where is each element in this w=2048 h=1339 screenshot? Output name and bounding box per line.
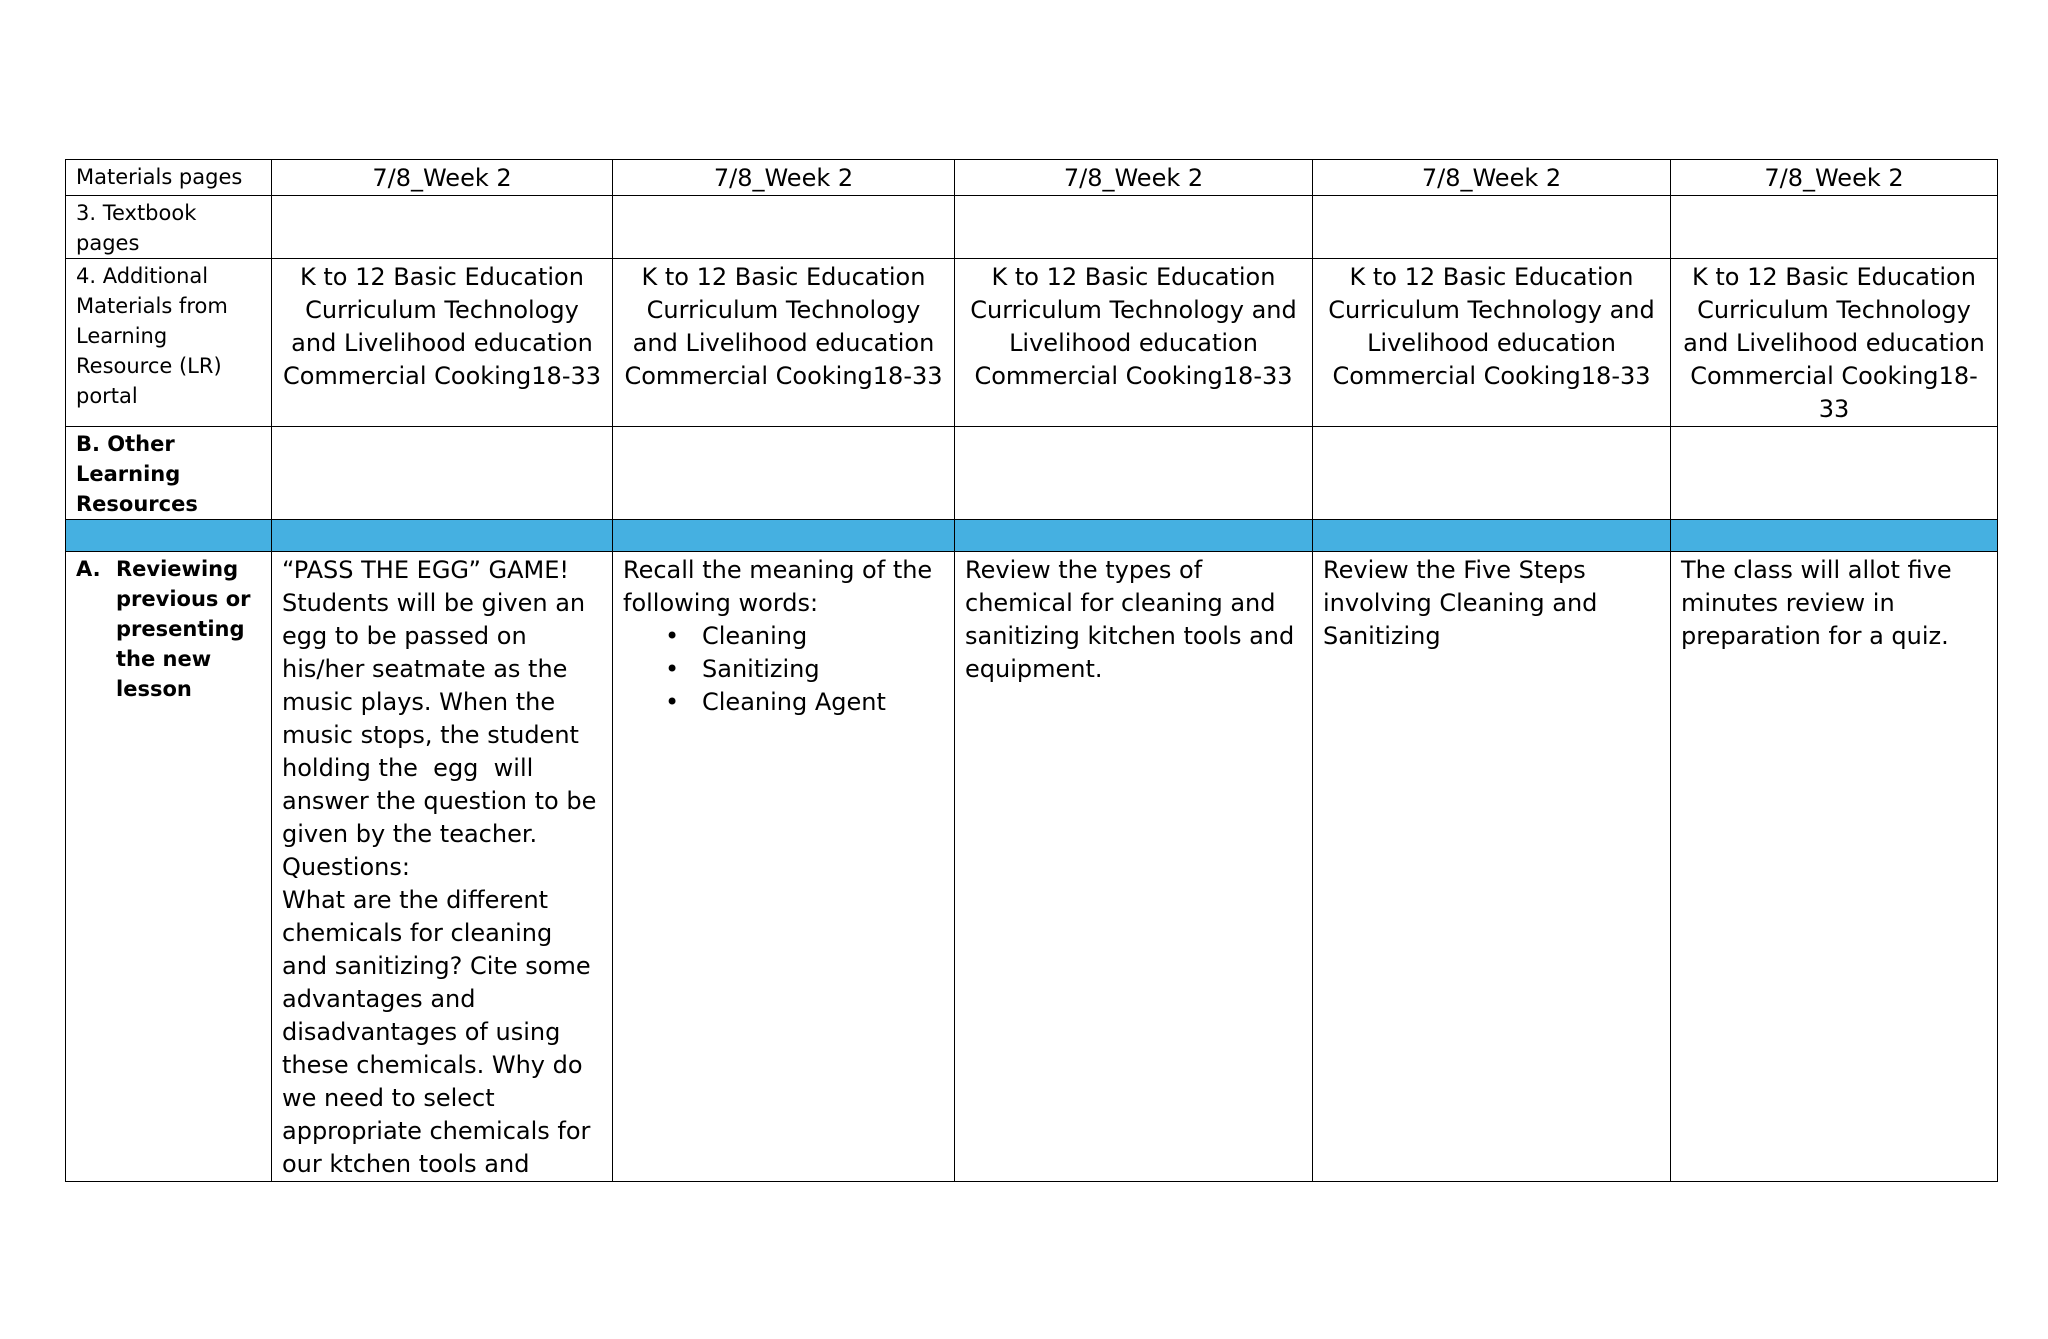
review-cell-day4: Review the Five Steps involving Cleaning and Sanitizing: [1313, 552, 1671, 1182]
other-cell-day3: [955, 427, 1313, 520]
textbook-cell-day5: [1671, 196, 1998, 259]
textbook-cell-day1: [272, 196, 613, 259]
additional-cell-day3: K to 12 Basic Education Curriculum Technology and Livelihood education Commercial Cooking18-33: [955, 259, 1313, 427]
recall-word: Sanitizing: [702, 655, 820, 683]
recall-word-list: [623, 620, 944, 719]
additional-cell-day2: K to 12 Basic Education Curriculum Technology and Livelihood education Commercial Cooking18-33: [613, 259, 955, 427]
materials-cell-day2: 7/8_Week 2: [613, 160, 955, 196]
band-cell: [1313, 520, 1671, 552]
materials-pages-row: [66, 160, 1998, 196]
review-cell-day3: Review the types of chemical for cleaning and sanitizing kitchen tools and equipment.: [955, 552, 1313, 1182]
band-cell: [613, 520, 955, 552]
list-item: [665, 620, 944, 653]
bullet-icon: •: [665, 655, 680, 683]
lesson-plan-table: [65, 159, 1998, 1182]
band-cell: [272, 520, 613, 552]
row-label-textbook: 3. Textbook pages: [66, 196, 272, 259]
textbook-cell-day2: [613, 196, 955, 259]
band-cell: [1671, 520, 1998, 552]
textbook-cell-day4: [1313, 196, 1671, 259]
recall-word: Cleaning Agent: [702, 688, 886, 716]
row-label-additional: 4. Additional Materials from Learning Resource (LR) portal: [66, 259, 272, 427]
materials-cell-day4: 7/8_Week 2: [1313, 160, 1671, 196]
materials-cell-day5: 7/8_Week 2: [1671, 160, 1998, 196]
review-cell-day2: [613, 552, 955, 1182]
recall-intro: Recall the meaning of the following words:: [623, 556, 933, 617]
bullet-icon: •: [665, 688, 680, 716]
other-resources-row: [66, 427, 1998, 520]
additional-cell-day4: K to 12 Basic Education Curriculum Technology and Livelihood education Commercial Cooking18-33: [1313, 259, 1671, 427]
list-item: [665, 686, 944, 719]
bullet-icon: •: [665, 622, 680, 650]
textbook-cell-day3: [955, 196, 1313, 259]
other-cell-day1: [272, 427, 613, 520]
review-cell-day1: “PASS THE EGG” GAME! Students will be given an egg to be passed on his/her seatmate as the music plays. When the music stops, the student holding the egg will answer the question to be given by the teacher. Questions: What are the different chemicals for cleaning and sanitizing? Cite some advantages and disadvantages of using these chemicals. Why do we need to select appropriate chemicals for our ktchen tools and: [272, 552, 613, 1182]
review-label-marker: A.: [76, 557, 101, 581]
review-cell-day5: The class will allot five minutes review in preparation for a quiz.: [1671, 552, 1998, 1182]
other-cell-day5: [1671, 427, 1998, 520]
section-divider-band: [66, 520, 1998, 552]
materials-cell-day1: 7/8_Week 2: [272, 160, 613, 196]
textbook-pages-row: [66, 196, 1998, 259]
other-cell-day2: [613, 427, 955, 520]
reviewing-lesson-row: [66, 552, 1998, 1182]
band-cell: [66, 520, 272, 552]
recall-word: Cleaning: [702, 622, 808, 650]
row-label-other: B. Other Learning Resources: [66, 427, 272, 520]
additional-cell-day5: K to 12 Basic Education Curriculum Technology and Livelihood education Commercial Cooking18-33: [1671, 259, 1998, 427]
band-cell: [955, 520, 1313, 552]
row-label-materials: Materials pages: [66, 160, 272, 196]
additional-materials-row: [66, 259, 1998, 427]
materials-cell-day3: 7/8_Week 2: [955, 160, 1313, 196]
additional-cell-day1: K to 12 Basic Education Curriculum Technology and Livelihood education Commercial Cooking18-33: [272, 259, 613, 427]
other-cell-day4: [1313, 427, 1671, 520]
row-label-reviewing: [66, 552, 272, 1182]
list-item: [665, 653, 944, 686]
review-label-text: Reviewing previous or presenting the new lesson: [116, 557, 251, 701]
